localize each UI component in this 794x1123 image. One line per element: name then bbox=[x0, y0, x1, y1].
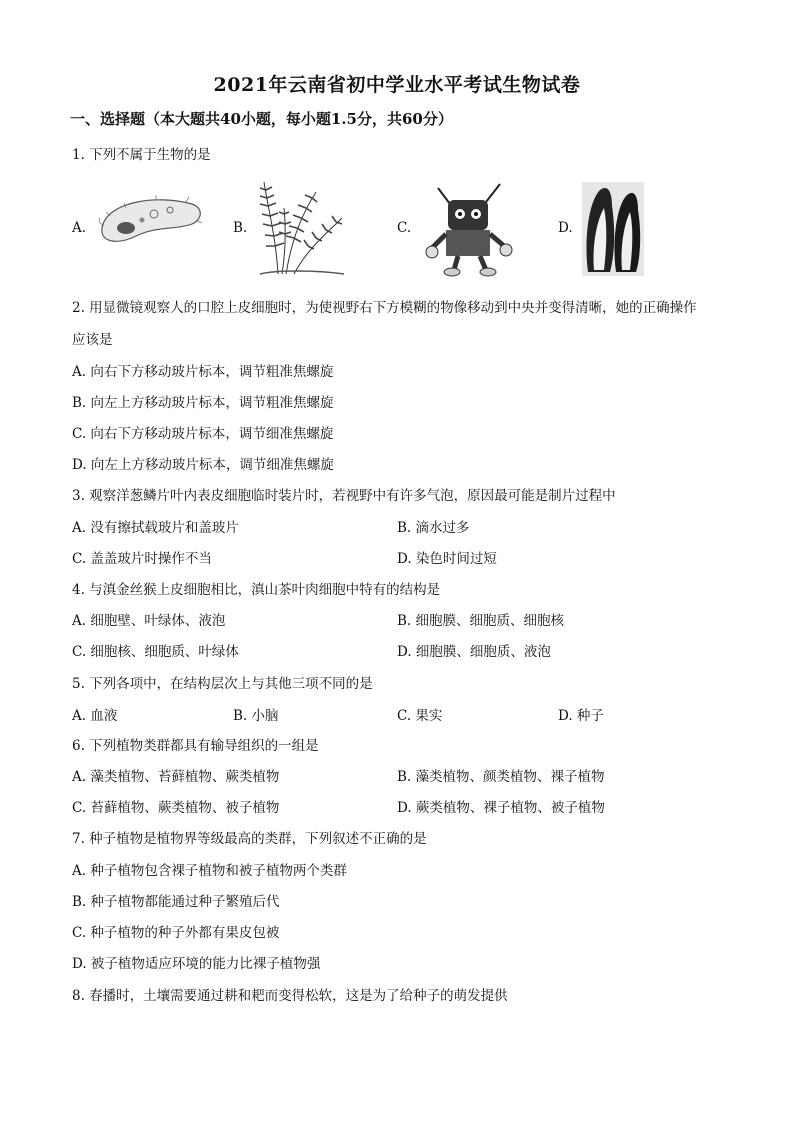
question-3-option-c: C. 盖盖玻片时操作不当 bbox=[72, 551, 212, 567]
option-d-label: D. bbox=[558, 220, 573, 236]
question-2-option-a: A. 向右下方移动玻片标本，调节粗准焦螺旋 bbox=[72, 364, 334, 380]
question-4-option-a: A. 细胞壁、叶绿体、液泡 bbox=[72, 613, 226, 629]
option-a-label: A. bbox=[72, 220, 87, 236]
question-5-option-b: B. 小脑 bbox=[233, 708, 279, 724]
question-3-stem: 3. 观察洋葱鳞片叶内表皮细胞临时装片时，若视野中有许多气泡，原因最可能是制片过程中 bbox=[72, 488, 616, 504]
question-6-option-b: B. 藻类植物、颜类植物、裸子植物 bbox=[397, 769, 605, 785]
question-3-option-d: D. 染色时间过短 bbox=[397, 551, 497, 567]
robot-image bbox=[424, 182, 514, 278]
question-6-option-a: A. 藻类植物、苔藓植物、蕨类植物 bbox=[72, 769, 280, 785]
question-7-stem: 7. 种子植物是植物界等级最高的类群，下列叙述不正确的是 bbox=[72, 831, 427, 847]
question-4-option-d: D. 细胞膜、细胞质、液泡 bbox=[397, 644, 551, 660]
penguins-image bbox=[582, 182, 644, 276]
question-6-option-c: C. 苔藓植物、蕨类植物、被子植物 bbox=[72, 800, 280, 816]
question-4-option-c: C. 细胞核、细胞质、叶绿体 bbox=[72, 644, 239, 660]
question-2-option-c: C. 向右下方移动玻片标本，调节细准焦螺旋 bbox=[72, 426, 334, 442]
question-6-option-d: D. 蕨类植物、裸子植物、被子植物 bbox=[397, 800, 605, 816]
question-7-option-b: B. 种子植物都能通过种子繁殖后代 bbox=[72, 894, 280, 910]
question-5-option-c: C. 果实 bbox=[397, 708, 443, 724]
question-1-image-options bbox=[0, 178, 794, 278]
question-2-stem: 2. 用显微镜观察人的口腔上皮细胞时，为使视野右下方模糊的物像移动到中央并变得清晰，她的正确操作 bbox=[72, 300, 697, 316]
question-5-option-a: A. 血液 bbox=[72, 708, 118, 724]
question-5-option-d: D. 种子 bbox=[558, 708, 604, 724]
option-b-label: B. bbox=[233, 220, 248, 236]
question-3-option-a: A. 没有擦拭载玻片和盖玻片 bbox=[72, 520, 239, 536]
question-3-option-b: B. 滴水过多 bbox=[397, 520, 470, 536]
paramecium-image bbox=[96, 190, 206, 250]
option-c-label: C. bbox=[397, 220, 412, 236]
fern-image bbox=[256, 178, 348, 278]
question-7-option-c: C. 种子植物的种子外都有果皮包被 bbox=[72, 925, 280, 941]
question-7-option-a: A. 种子植物包含裸子植物和被子植物两个类群 bbox=[72, 863, 347, 879]
question-4-stem: 4. 与滇金丝猴上皮细胞相比，滇山茶叶肉细胞中特有的结构是 bbox=[72, 582, 441, 598]
section-heading: 一、选择题（本大题共40小题，每小题1.5分，共60分） bbox=[70, 110, 453, 128]
question-8-stem: 8. 春播时，土壤需要通过耕和耙而变得松软，这是为了给种子的萌发提供 bbox=[72, 988, 508, 1004]
question-2-stem-cont: 应该是 bbox=[72, 332, 113, 348]
page-title: 2021年云南省初中学业水平考试生物试卷 bbox=[213, 74, 581, 96]
question-4-option-b: B. 细胞膜、细胞质、细胞核 bbox=[397, 613, 565, 629]
question-6-stem: 6. 下列植物类群都具有输导组织的一组是 bbox=[72, 738, 319, 754]
question-7-option-d: D. 被子植物适应环境的能力比裸子植物强 bbox=[72, 956, 321, 972]
question-2-option-b: B. 向左上方移动玻片标本，调节粗准焦螺旋 bbox=[72, 395, 334, 411]
question-2-option-d: D. 向左上方移动玻片标本，调节细准焦螺旋 bbox=[72, 457, 334, 473]
question-1-stem: 1. 下列不属于生物的是 bbox=[72, 147, 211, 163]
question-5-stem: 5. 下列各项中，在结构层次上与其他三项不同的是 bbox=[72, 676, 373, 692]
